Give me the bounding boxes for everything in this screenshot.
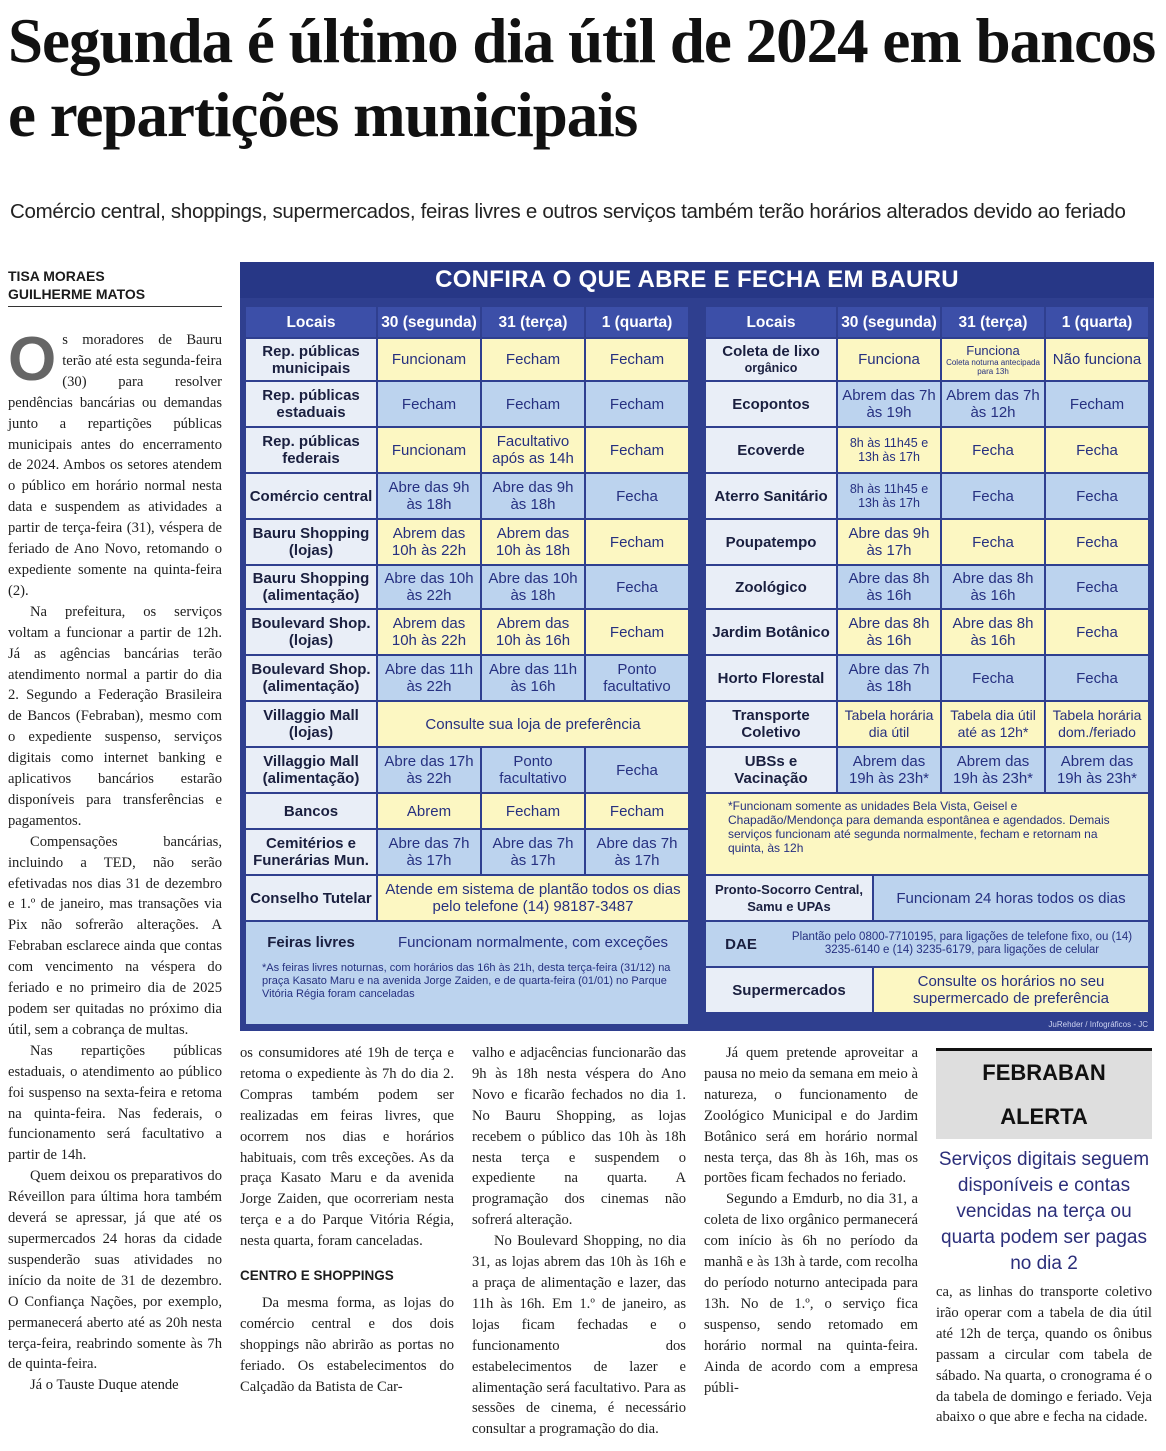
- table-cell: Abre das 10h às 22h: [378, 566, 480, 608]
- table-cell: Abre das 8h às 16h: [838, 610, 940, 654]
- table-cell: Fecham: [586, 610, 688, 654]
- table-cell: Fecha: [1046, 428, 1148, 472]
- table-cell: Fecham: [586, 794, 688, 828]
- row-label: Bancos: [246, 794, 376, 828]
- table-cell: Funcionam 24 horas todos os dias: [874, 876, 1148, 920]
- table-cell: Fecha: [1046, 566, 1148, 608]
- article-column-4: [704, 1043, 918, 1398]
- table-cell: Abrem das 10h às 22h: [378, 520, 480, 564]
- table-cell: Fecha: [586, 566, 688, 608]
- table-cell-span: Consulte sua loja de preferência: [378, 702, 688, 746]
- row-label: Rep. públicas estaduais: [246, 382, 376, 426]
- table-cell: Fecha: [1046, 656, 1148, 700]
- table-cell: Tabela horária dom./feriado: [1046, 702, 1148, 746]
- table-cell: Fecha: [1046, 474, 1148, 518]
- table-cell: Fecha: [942, 656, 1044, 700]
- table-cell-span: Atende em sistema de plantão todos os dias pelo telefone (14) 98187-3487: [378, 876, 688, 920]
- table-cell: Abre das 11h às 22h: [378, 656, 480, 700]
- row-label: Villaggio Mall (lojas): [246, 702, 376, 746]
- column-header: 31 (terça): [482, 307, 584, 337]
- table-cell: Plantão pelo 0800-7710195, para ligações de telefone fixo, ou (14) 3235-6140 e (14) 3235-6179, para ligações de celular: [776, 922, 1148, 966]
- article-column-3: [472, 1043, 686, 1440]
- table-cell: Consulte os horários no seu supermercado de preferência: [874, 968, 1148, 1012]
- table-cell: Abre das 17h às 22h: [378, 748, 480, 792]
- paragraph: No Boulevard Shopping, no dia 31, as lojas abrem das 10h às 16h e a praça de alimentação e lazer, das 11h às 16h. Em 1.º de janeiro, as lojas ficam fechadas e o funcionamento dos estabelecimentos de lazer e alimentação será facultativo. Para as sessões de cinema, é necessário consultar a programação do dia.: [472, 1233, 686, 1438]
- table-cell: Abre das 9h às 18h: [378, 474, 480, 518]
- table-cell: Ponto facultativo: [482, 748, 584, 792]
- row-label: Poupatempo: [706, 520, 836, 564]
- table-cell: Fecha: [942, 474, 1044, 518]
- febraban-alert-box: [936, 1048, 1152, 1274]
- paragraph: Na prefeitura, os serviços voltam a funcionar a partir de 12h. Já as agências bancárias terão atendimento normal a partir do dia 2. Segundo a Federação Brasileira de Bancos (Febraban), mesmo com o expediente suspenso, serviços digitais como internet banking e aplicativos bancários estarão disponíveis para transferências e pagamentos.: [8, 603, 222, 829]
- table-cell: Abre das 7h às 18h: [838, 656, 940, 700]
- table-cell: Abrem das 7h às 12h: [942, 382, 1044, 426]
- column-header: 1 (quarta): [586, 307, 688, 337]
- table-cell: Abre das 7h às 17h: [482, 830, 584, 874]
- column-header: 30 (segunda): [838, 307, 940, 337]
- table-cell: Tabela dia útil até as 12h*: [942, 702, 1044, 746]
- table-cell: Funcionam: [378, 339, 480, 380]
- row-label: Conselho Tutelar: [246, 876, 376, 920]
- row-label: Ecopontos: [706, 382, 836, 426]
- paragraph: Quem deixou os preparativos do Réveillon para última hora também deverá se apressar, já que até os supermercados 24 horas da cidade suspenderão suas atividades no início da noite de 31 de dezembro. O Confiança Nações, por exemplo, permanecerá aberto até as 20h nesta terça-feira, reabrindo somente às 7h de quinta-feira.: [8, 1168, 222, 1373]
- table-cell: Funciona: [838, 339, 940, 380]
- table-cell: Abre das 9h às 17h: [838, 520, 940, 564]
- table-cell: Funcionam normalmente, com exceções: [397, 933, 669, 951]
- table-cell: Fecha: [1046, 610, 1148, 654]
- table-cell: Abre das 11h às 16h: [482, 656, 584, 700]
- febraban-text: Serviços digitais seguem disponíveis e contas vencidas na terça ou quarta podem ser pagas no dia 2: [938, 1149, 1150, 1274]
- table-cell: 8h às 11h45 e 13h às 17h: [838, 428, 940, 472]
- table-cell: Não funciona: [1046, 339, 1148, 380]
- paragraph: Segundo a Emdurb, no dia 31, a coleta de lixo orgânico permanecerá com início às 6h no período da manhã e às 13h à tarde, com recolha do período noturno antecipada para 13h. No de 1.º, o serviço fica suspenso, sendo retomado em horário normal na quinta-feira. Ainda de acordo com a empresa públi-: [704, 1191, 918, 1396]
- table-cell: Fecham: [1046, 382, 1148, 426]
- paragraph: Já quem pretende aproveitar a pausa no meio da semana em meio à natureza, o funcionamento de Zoológico Municipal e do Jardim Botânico será em horário normal nesta terça, das 8h às 16h, mas os portões ficam fechados no feriado.: [704, 1045, 918, 1187]
- table-cell: Ponto facultativo: [586, 656, 688, 700]
- column-header: 31 (terça): [942, 307, 1044, 337]
- table-cell: Abre das 8h às 16h: [942, 566, 1044, 608]
- row-label: DAE: [706, 922, 776, 966]
- article-column-1: [8, 325, 222, 1396]
- table-cell: Abrem das 10h às 16h: [482, 610, 584, 654]
- table-cell: Fecha: [1046, 520, 1148, 564]
- table-cell: Fecham: [482, 794, 584, 828]
- table-cell: Fecham: [482, 339, 584, 380]
- paragraph: ca, as linhas do transporte coletivo irão operar com a tabela de dia útil até 12h de terça, quando os ônibus passam a circular com tabela de sábado. Na quarta, o cronograma é o da tabela de domingo e feriado. Veja abaixo o que abre e fecha na cidade.: [936, 1284, 1152, 1426]
- row-label: Zoológico: [706, 566, 836, 608]
- table-cell: Fecham: [586, 339, 688, 380]
- author-name: TISA MORAES: [8, 268, 105, 284]
- feiras-note: *As feiras livres noturnas, com horários das 16h às 21h, desta terça-feira (31/12) na praça Kasato Maru e na avenida Jorge Zaiden, e de quarta-feira (01/01) no Parque Vitória Régia foram canceladas: [262, 962, 671, 1000]
- paragraph: Os moradores de Bauru terão até esta segunda-feira (30) para resolver pendências bancárias ou demandas junto a repartições públicas municipais antes do encerramento de 2024. Ambos os setores atendem o público em horário normal nesta data e suspendem as atividades a partir de terça-feira (31), véspera de feriado de Ano Novo, retomando o expediente somente na quinta-feira (2).: [8, 325, 222, 599]
- table-cell: Fecham: [482, 382, 584, 426]
- table-cell: Fecha: [942, 520, 1044, 564]
- row-label: Villaggio Mall (alimentação): [246, 748, 376, 792]
- table-cell: Abre das 9h às 18h: [482, 474, 584, 518]
- infographic-title: CONFIRA O QUE ABRE E FECHA EM BAURU: [240, 262, 1154, 298]
- row-label: UBSs e Vacinação: [706, 748, 836, 792]
- table-cell: 8h às 11h45 e 13h às 17h: [838, 474, 940, 518]
- table-cell: Abrem das 19h às 23h*: [838, 748, 940, 792]
- table-cell: Fecham: [378, 382, 480, 426]
- table-cell: Abre das 10h às 18h: [482, 566, 584, 608]
- table-cell: Abrem das 7h às 19h: [838, 382, 940, 426]
- row-label: Bauru Shopping (lojas): [246, 520, 376, 564]
- row-label: Jardim Botânico: [706, 610, 836, 654]
- row-label: Coleta de lixo orgânico: [706, 339, 836, 380]
- table-cell: Fecha: [586, 474, 688, 518]
- row-label: Cemitérios e Funerárias Mun.: [246, 830, 376, 874]
- row-label: Ecoverde: [706, 428, 836, 472]
- column-header: 1 (quarta): [1046, 307, 1148, 337]
- row-label: Boulevard Shop. (alimentação): [246, 656, 376, 700]
- row-label: Bauru Shopping (alimentação): [246, 566, 376, 608]
- article-column-5: [936, 1282, 1152, 1428]
- infographic: [240, 262, 1154, 1031]
- row-label: Comércio central: [246, 474, 376, 518]
- table-cell: Abre das 7h às 17h: [378, 830, 480, 874]
- table-cell: Abre das 8h às 16h: [942, 610, 1044, 654]
- row-label: Supermercados: [706, 968, 872, 1012]
- table-cell: Abre das 7h às 17h: [586, 830, 688, 874]
- table-cell: Fecham: [586, 520, 688, 564]
- column-header: Locais: [706, 307, 836, 337]
- row-label: Rep. públicas federais: [246, 428, 376, 472]
- table-cell: Abrem das 10h às 22h: [378, 610, 480, 654]
- paragraph: valho e adjacências funcionarão das 9h às 18h nesta véspera do Ano Novo e ficarão fechados no dia 1. No Bauru Shopping, as lojas recebem o público das 10h às 18h nesta terça e suspendem o expediente na quarta. A programação dos cinemas não sofrerá alteração.: [472, 1045, 686, 1229]
- column-header: Locais: [246, 307, 376, 337]
- table-cell: Funciona Coleta noturna antecipada para 13h: [942, 339, 1044, 380]
- byline: [8, 267, 222, 307]
- paragraph: Já o Tauste Duque atende: [30, 1377, 179, 1394]
- row-label: Aterro Sanitário: [706, 474, 836, 518]
- table-cell: Tabela horária dia útil: [838, 702, 940, 746]
- table-cell: Facultativo após as 14h: [482, 428, 584, 472]
- article-column-2: [240, 1043, 454, 1398]
- dropcap: O: [8, 325, 57, 394]
- row-label: Horto Florestal: [706, 656, 836, 700]
- table-cell: Fecha: [586, 748, 688, 792]
- table-cell: Abrem das 19h às 23h*: [1046, 748, 1148, 792]
- row-label: Pronto-Socorro Central, Samu e UPAs: [706, 876, 872, 920]
- author-name: GUILHERME MATOS: [8, 286, 146, 302]
- row-label: Boulevard Shop. (lojas): [246, 610, 376, 654]
- table-cell: Fecha: [942, 428, 1044, 472]
- paragraph: os consumidores até 19h de terça e retoma o expediente às 7h do dia 2. Compras também podem ser realizadas em feiras livres, que ocorrem nos dias e horários habituais, com três exceções. As da praça Kasato Maru e da avenida Jorge Zaiden, que ocorreriam nesta terça e a do Parque Vitória Régia, nesta quarta, foram canceladas.: [240, 1045, 454, 1250]
- headline: Segunda é último dia útil de 2024 em bancos e repartições municipais: [8, 6, 1156, 150]
- ubs-note: *Funcionam somente as unidades Bela Vista, Geisel e Chapadão/Mendonça para demanda espontânea e agendados. Demais serviços funcionam até segunda normalmente, fecham e retornam na quinta, às 12h: [728, 799, 1110, 855]
- table-cell: Fecham: [586, 428, 688, 472]
- paragraph: Compensações bancárias, incluindo a TED, não serão efetivadas nos dias 31 de dezembro e 1.º de janeiro, mas transações via Pix não sofrerão alterações. A Febraban esclarece ainda que contas com vencimento na véspera do feriado e no primeiro dia de 2025 podem ser quitadas no próximo dia útil, sem a cobrança de multas.: [8, 833, 222, 1038]
- infographic-credit: JuRehder / Infográficos - JC: [1048, 1020, 1148, 1029]
- table-cell: Abrem das 19h às 23h*: [942, 748, 1044, 792]
- section-heading: CENTRO E SHOPPINGS: [240, 1268, 394, 1284]
- column-header: 30 (segunda): [378, 307, 480, 337]
- row-label: Transporte Coletivo: [706, 702, 836, 746]
- paragraph: Nas repartições públicas estaduais, o atendimento ao público foi suspenso na sexta-feira e retoma na quinta-feira. Nas federais, o funcionamento será facultativo a partir de 14h.: [8, 1042, 222, 1164]
- table-cell: Abrem das 10h às 18h: [482, 520, 584, 564]
- paragraph: Da mesma forma, as lojas do comércio central e dos dois shoppings não abrirão as portas no feriado. Os estabelecimentos do Calçadão da Batista de Car-: [240, 1294, 454, 1395]
- table-cell: Abrem: [378, 794, 480, 828]
- row-label: Feiras livres: [267, 933, 355, 951]
- row-label: Rep. públicas municipais: [246, 339, 376, 380]
- table-cell: Fecham: [586, 382, 688, 426]
- subtitle: Comércio central, shoppings, supermercados, feiras livres e outros serviços também terão horários alterados devido ao feriado: [10, 200, 1126, 223]
- table-cell: Abre das 8h às 16h: [838, 566, 940, 608]
- table-cell: Funcionam: [378, 428, 480, 472]
- febraban-title: FEBRABAN ALERTA: [936, 1051, 1152, 1139]
